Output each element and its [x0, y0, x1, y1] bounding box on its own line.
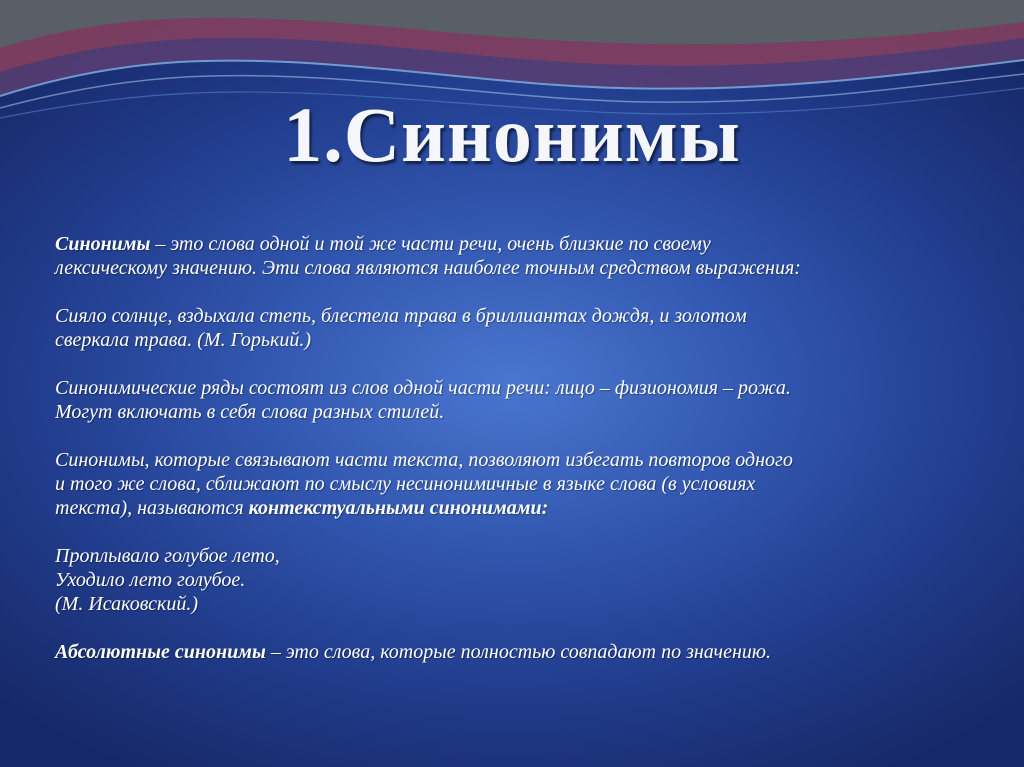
synonym-rows-paragraph [55, 376, 985, 424]
poem-author: (М. Исаковский.) [55, 593, 199, 615]
term-contextual-synonyms: контекстуальными синонимами: [248, 497, 549, 519]
poem-line-1: Проплывало голубое лето, [55, 545, 280, 567]
slide-title: 1.Синонимы [283, 91, 741, 178]
example-gorky-line-1: Сияло солнце, вздыхала степь, блестела трава в бриллиантах дождя, и золотом [55, 305, 747, 327]
example-isakovsky [55, 544, 985, 616]
contextual-synonyms-paragraph [55, 448, 985, 520]
absolute-definition-text: – это слова, которые полностью совпадают по значению. [265, 641, 771, 663]
contextual-line-2: и того же слова, сближают по смыслу несинонимичные в языке слова (в условиях [55, 473, 756, 495]
poem-line-2: Уходило лето голубое. [55, 569, 246, 591]
term-synonyms: Синонимы [55, 233, 151, 255]
definition-line-2: лексическому значению. Эти слова являются наиболее точным средством выражения: [55, 257, 801, 279]
absolute-line [55, 640, 985, 664]
definition-line-1 [55, 232, 985, 256]
contextual-line-3 [55, 496, 985, 520]
definition-text: – это слова одной и той же части речи, очень близкие по своему [150, 233, 711, 255]
contextual-line-3-start: текста), называются [55, 497, 249, 519]
contextual-line-1: Синонимы, которые связывают части текста, позволяют избегать повторов одного [55, 449, 793, 471]
term-absolute-synonyms: Абсолютные синонимы [55, 641, 266, 663]
definition-paragraph [55, 232, 985, 280]
synonym-rows-line-2: Могут включать в себя слова разных стилей. [55, 401, 445, 423]
absolute-synonyms-paragraph [55, 640, 985, 664]
example-gorky [55, 304, 985, 352]
example-gorky-line-2: сверкала трава. (М. Горький.) [55, 329, 312, 351]
slide-body [55, 232, 985, 664]
synonym-rows-line-1: Синонимические ряды состоят из слов одной части речи: лицо – физиономия – рожа. [55, 377, 791, 399]
